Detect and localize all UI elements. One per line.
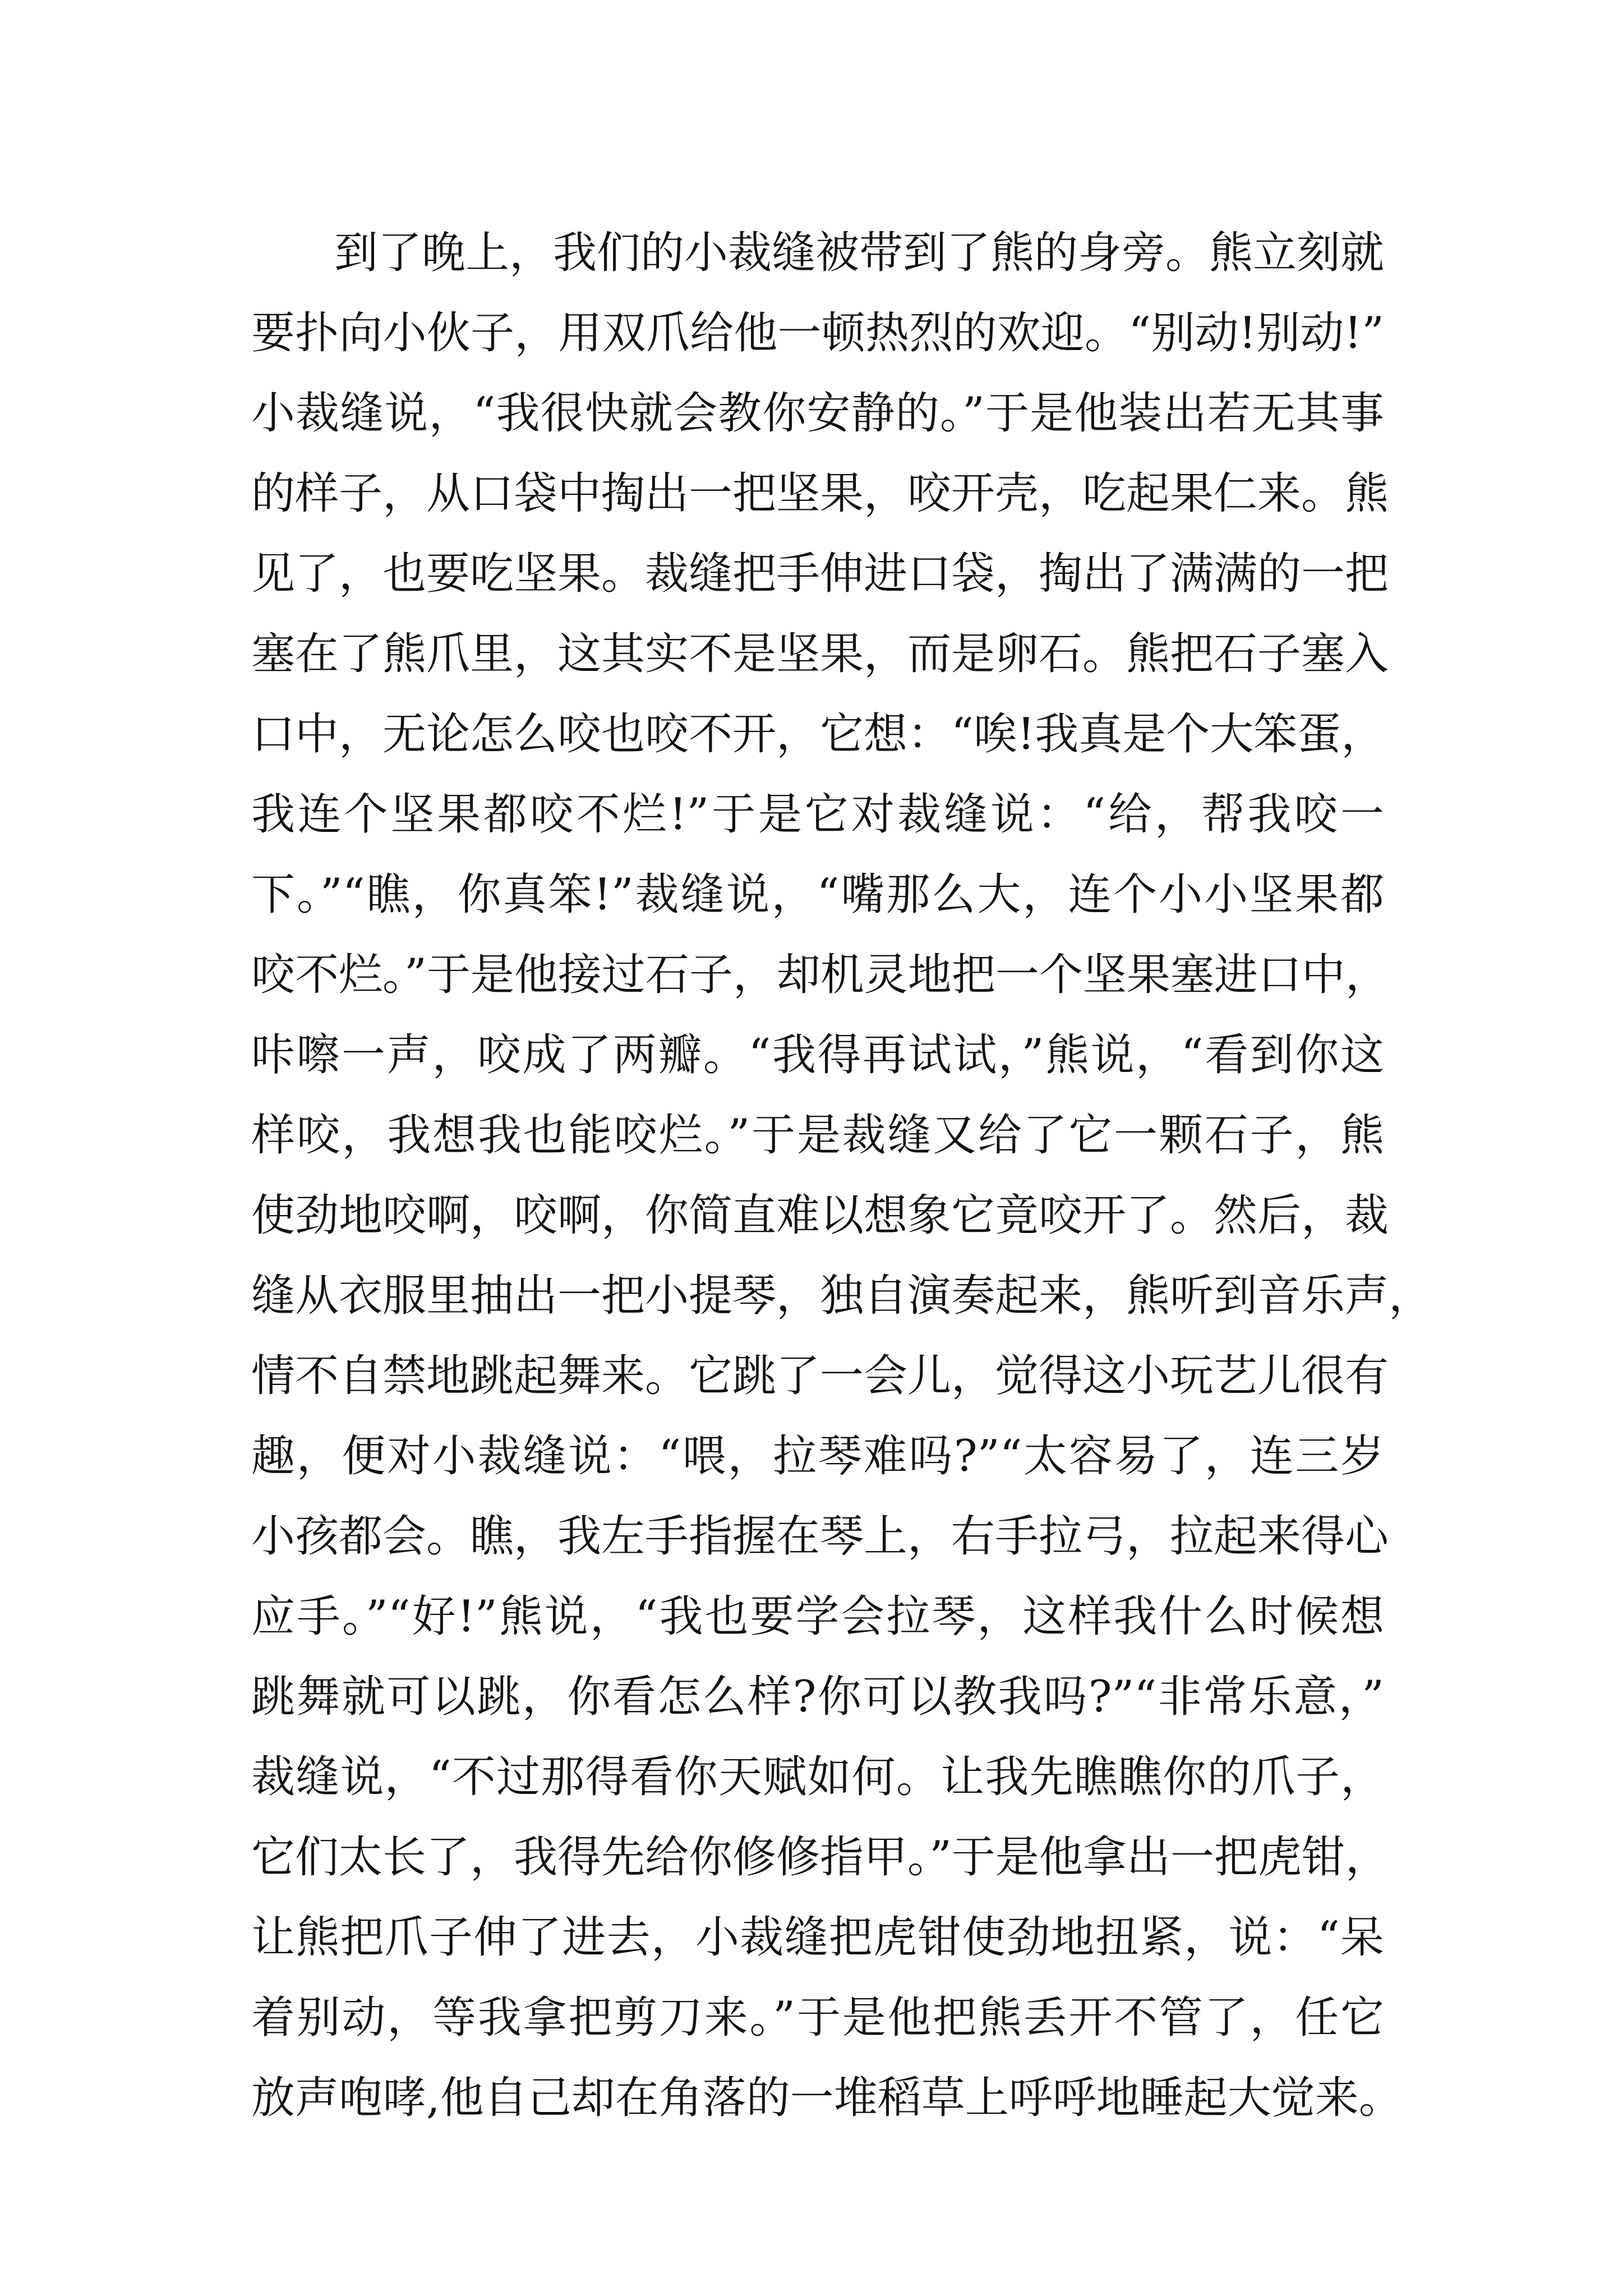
text-line: 让熊把爪子伸了进去，小裁缝把虎钳使劲地扭紧，说：“呆 bbox=[251, 1912, 1384, 1963]
text-line: 裁缝说，“不过那得看你天赋如何。让我先瞧瞧你的爪子， bbox=[251, 1752, 1384, 1802]
text-line: 趣，便对小裁缝说：“喂，拉琴难吗?”“太容易了，连三岁 bbox=[251, 1431, 1384, 1481]
text-line: 咬不烂。”于是他接过石子，却机灵地把一个坚果塞进口中， bbox=[251, 950, 1389, 1000]
text-line: 小孩都会。瞧，我左手指握在琴上，右手拉弓，拉起来得心 bbox=[251, 1511, 1389, 1562]
text-line: 口中，无论怎么咬也咬不开，它想：“唉!我真是个大笨蛋， bbox=[251, 709, 1385, 760]
text-line: 咔嚓一声，咬成了两瓣。“我得再试试，”熊说，“看到你这 bbox=[251, 1030, 1384, 1080]
text-line: 情不自禁地跳起舞来。它跳了一会儿，觉得这小玩艺儿很有 bbox=[251, 1351, 1389, 1401]
text-line: 见了，也要吃坚果。裁缝把手伸进口袋，掏出了满满的一把 bbox=[251, 549, 1389, 599]
text-line: 缝从衣服里抽出一把小提琴，独自演奏起来，熊听到音乐声， bbox=[251, 1271, 1433, 1321]
text-line: 应手。”“好!”熊说，“我也要学会拉琴，这样我什么时候想 bbox=[251, 1591, 1384, 1642]
text-line: 的样子，从口袋中掏出一把坚果，咬开壳，吃起果仁来。熊 bbox=[251, 468, 1389, 519]
text-line: 塞在了熊爪里，这其实不是坚果，而是卵石。熊把石子塞入 bbox=[251, 629, 1389, 679]
text-line: 小裁缝说，“我很快就会教你安静的。”于是他装出若无其事 bbox=[251, 388, 1384, 439]
text-line: 样咬，我想我也能咬烂。”于是裁缝又给了它一颗石子，熊 bbox=[251, 1110, 1384, 1161]
text-line: 跳舞就可以跳，你看怎么样?你可以教我吗?”“非常乐意，” bbox=[251, 1672, 1384, 1722]
text-line: 着别动，等我拿把剪刀来。”于是他把熊丢开不管了，任它 bbox=[251, 1993, 1384, 2043]
text-line: 使劲地咬啊，咬啊，你简直难以想象它竟咬开了。然后，裁 bbox=[251, 1190, 1389, 1241]
text-line: 下。”“瞧，你真笨!”裁缝说，“嘴那么大，连个小小坚果都 bbox=[251, 869, 1384, 920]
text-line: 要扑向小伙子，用双爪给他一顿热烈的欢迎。“别动!别动!” bbox=[251, 308, 1384, 358]
text-line: 我连个坚果都咬不烂!”于是它对裁缝说：“给，帮我咬一 bbox=[251, 789, 1384, 840]
text-line: 到了晚上，我们的小裁缝被带到了熊的身旁。熊立刻就 bbox=[334, 228, 1385, 278]
body-paragraph bbox=[251, 213, 1433, 2138]
text-line: 放声咆哮,他自己却在角落的一堆稻草上呼呼地睡起大觉来。 bbox=[251, 2073, 1403, 2123]
text-line: 它们太长了，我得先给你修修指甲。”于是他拿出一把虎钳， bbox=[251, 1832, 1389, 1883]
